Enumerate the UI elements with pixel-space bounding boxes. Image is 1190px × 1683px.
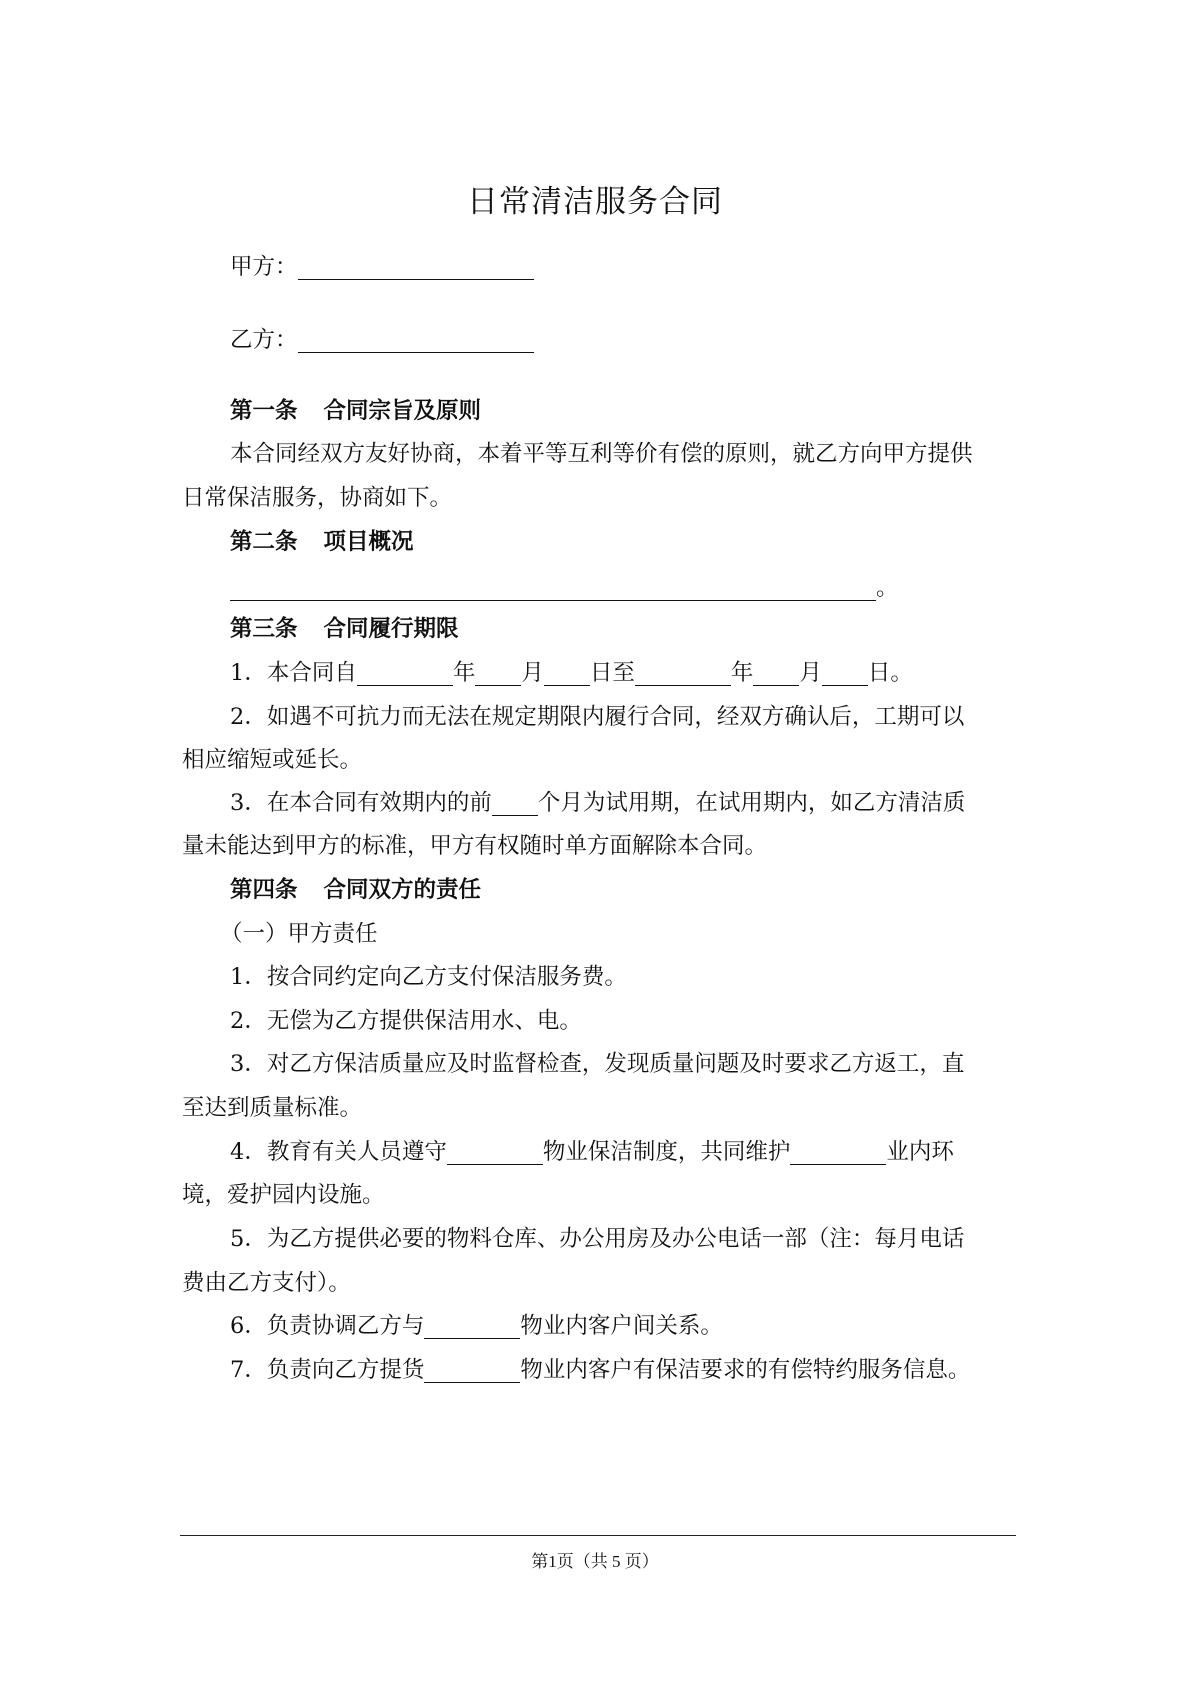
property-name-blank-1[interactable] [447,1140,543,1165]
trial-period-text: 3．在本合同有效期内的前 [230,790,492,816]
article-1-text-l1: 本合同经双方友好协商，本着平等互利等价有偿的原则，就乙方向甲方提供 [230,441,973,467]
footer-divider [180,1535,1016,1536]
article-1-title: 合同宗旨及原则 [323,398,482,424]
duty-7-text-b: 物业内客户有保洁要求的有偿特约服务信息。 [520,1357,971,1383]
duty-item-6 [230,1311,1060,1341]
duty-item-3-l2: 至达到质量标准。 [182,1095,363,1121]
article-1-heading [230,396,1060,426]
project-overview-blank[interactable] [230,576,876,601]
property-name-blank-2[interactable] [790,1140,886,1165]
duty-item-5-l2: 费由乙方支付）。 [182,1270,351,1296]
article-4-number: 第四条 [230,877,298,903]
trial-months-blank[interactable] [492,791,538,816]
duty-4-text-c: 业内环 [886,1139,954,1165]
start-day-blank[interactable] [544,661,590,686]
article-3-item-3 [230,788,1060,818]
page-number: 第1页（共 5 页） [531,1552,659,1571]
article-1-text-l2: 日常保洁服务，协商如下。 [182,485,453,511]
term-from-text: 1．本合同自 [230,660,357,686]
duty-item-1: 1．按合同约定向乙方支付保洁服务费。 [230,964,627,990]
party-b-blank[interactable] [298,328,534,353]
property-name-blank-3[interactable] [424,1314,520,1339]
party-a-blank[interactable] [298,255,534,280]
party-b-line [230,325,1060,355]
end-month-blank[interactable] [753,661,799,686]
duty-item-4-l2: 境，爱护园内设施。 [182,1182,385,1208]
duty-4-text-b: 物业保洁制度，共同维护 [542,1139,791,1165]
article-3-title: 合同履行期限 [323,616,459,642]
article-2-heading [230,527,1060,557]
year-label: 年 [730,660,754,686]
property-name-blank-4[interactable] [424,1358,520,1383]
article-3-number: 第三条 [230,616,298,642]
day-label: 日。 [867,660,913,686]
article-3-heading [230,614,1060,644]
duty-6-text-a: 6．负责协调乙方与 [230,1313,425,1339]
article-2-title: 项目概况 [323,529,414,555]
day-to-label: 日至 [589,660,635,686]
duty-4-text-a: 4．教育有关人员遵守 [230,1139,447,1165]
duty-6-text-b: 物业内客户间关系。 [520,1313,723,1339]
duty-item-2: 2．无偿为乙方提供保洁用水、电。 [230,1008,582,1034]
article-3-item-2-l2: 相应缩短或延长。 [182,747,363,773]
duty-item-5-l1: 5．为乙方提供必要的物料仓库、办公用房及办公电话一部（注：每月电话 [230,1226,965,1252]
article-3-item-1 [230,658,1060,688]
article-1-number: 第一条 [230,398,298,424]
document-title: 日常清洁服务合同 [467,184,723,220]
article-4-heading [230,875,1060,905]
duty-item-3-l1: 3．对乙方保洁质量应及时监督检查，发现质量问题及时要求乙方返工，直 [230,1051,965,1077]
month-label: 月 [521,660,544,686]
year-label: 年 [452,660,476,686]
article-2-number: 第二条 [230,529,298,555]
trial-period-text-2: 个月为试用期，在试用期内，如乙方清洁质 [537,790,966,816]
end-day-blank[interactable] [822,661,868,686]
start-year-blank[interactable] [357,661,453,686]
duty-item-4 [230,1137,1060,1167]
duty-item-7 [230,1355,1060,1385]
duty-7-text-a: 7．负责向乙方提货 [230,1357,425,1383]
party-a-line [230,252,1060,282]
article-2-period: 。 [876,575,899,601]
party-a-label: 甲方： [230,254,298,280]
start-month-blank[interactable] [475,661,521,686]
article-3-item-2-l1: 2．如遇不可抗力而无法在规定期限内履行合同，经双方确认后，工期可以 [230,704,965,730]
month-label: 月 [799,660,822,686]
party-b-label: 乙方： [230,327,298,353]
article-2-project-line [230,573,1060,603]
end-year-blank[interactable] [635,661,731,686]
article-3-item-3-l2: 量未能达到甲方的标准，甲方有权随时单方面解除本合同。 [182,833,768,859]
article-4-title: 合同双方的责任 [323,877,482,903]
party-a-duties-heading: （一）甲方责任 [220,921,378,947]
